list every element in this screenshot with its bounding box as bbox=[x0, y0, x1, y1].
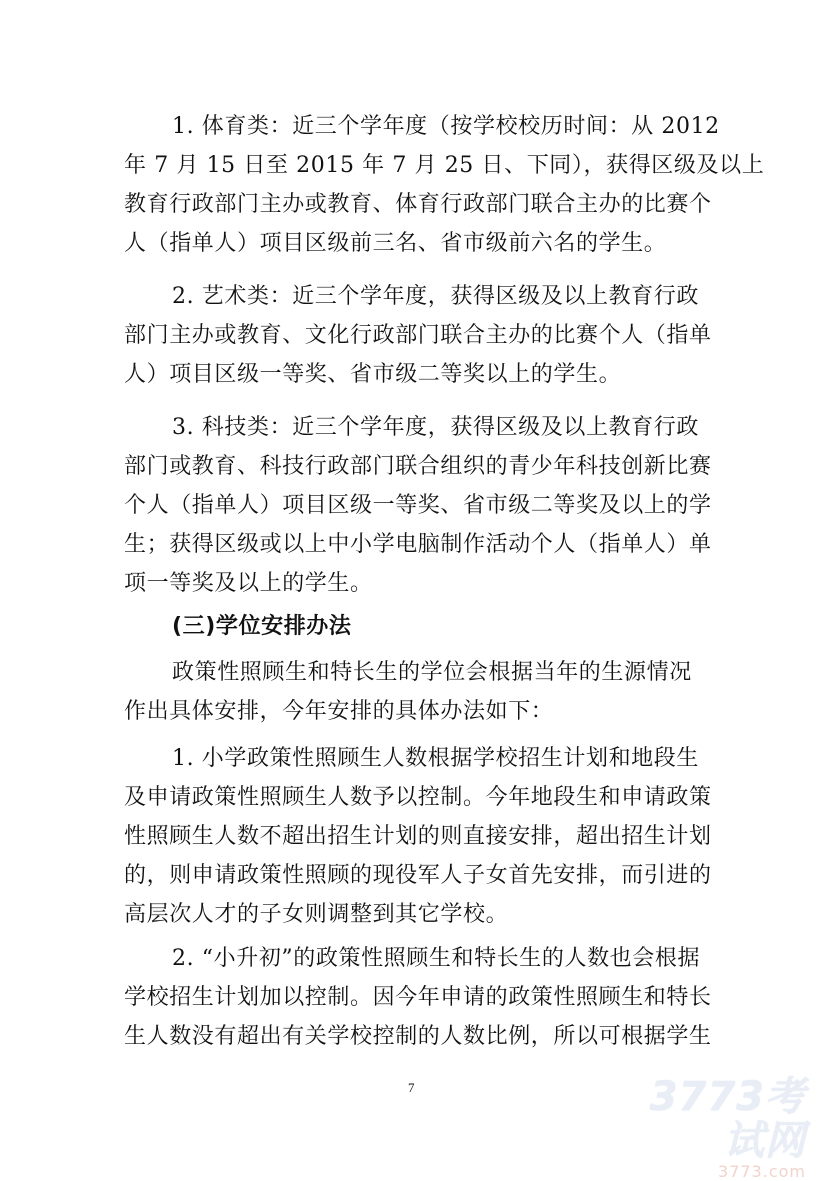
paragraph-line: 2. “小升初”的政策性照顾生和特长生的人数也会根据 bbox=[172, 946, 701, 971]
paragraph-line: 1. 小学政策性照顾生人数根据学校招生计划和地段生 bbox=[172, 746, 699, 771]
paragraph-line: 的，则申请政策性照顾的现役军人子女首先安排，而引进的 bbox=[124, 863, 712, 888]
paragraph-line: 部门主办或教育、文化行政部门联合主办的比赛个人（指单 bbox=[124, 323, 712, 348]
page-number: 7 bbox=[408, 1080, 415, 1095]
paragraph-line: 人（指单人）项目区级前三名、省市级前六名的学生。 bbox=[124, 231, 667, 256]
watermark-url: 3773.com bbox=[718, 1162, 806, 1181]
paragraph-line: 及申请政策性照顾生人数予以控制。今年地段生和申请政策 bbox=[124, 785, 712, 810]
paragraph-line: 个人（指单人）项目区级一等奖、省市级二等奖及以上的学 bbox=[124, 493, 712, 518]
paragraph-line: 人）项目区级一等奖、省市级二等奖以上的学生。 bbox=[124, 362, 622, 387]
paragraph-line: 生；获得区级或以上中小学电脑制作活动个人（指单人）单 bbox=[124, 532, 712, 557]
paragraph-line: 3. 科技类：近三个学年度，获得区级及以上教育行政 bbox=[172, 415, 699, 440]
paragraph-line: 部门或教育、科技行政部门联合组织的青少年科技创新比赛 bbox=[124, 454, 712, 479]
paragraph-line: 项一等奖及以上的学生。 bbox=[124, 571, 373, 596]
paragraph-line: 生人数没有超出有关学校控制的人数比例，所以可根据学生 bbox=[124, 1024, 712, 1049]
paragraph-line: 2. 艺术类：近三个学年度，获得区级及以上教育行政 bbox=[172, 284, 699, 309]
paragraph-line: 1. 体育类：近三个学年度（按学校校历时间：从 2012 bbox=[172, 114, 720, 139]
site-watermark bbox=[636, 1074, 806, 1181]
paragraph-line: 性照顾生人数不超出招生计划的则直接安排，超出招生计划 bbox=[124, 824, 712, 849]
paragraph-line: 学校招生计划加以控制。因今年申请的政策性照顾生和特长 bbox=[124, 985, 712, 1010]
paragraph-line: 高层次人才的子女则调整到其它学校。 bbox=[124, 902, 509, 927]
paragraph-line: 作出具体安排，今年安排的具体办法如下： bbox=[124, 699, 554, 724]
paragraph-line: 年 7 月 15 日至 2015 年 7 月 25 日、下同），获得区级及以上 bbox=[124, 153, 765, 178]
watermark-logo-text: 3773考试网 bbox=[649, 1074, 806, 1164]
section-heading: (三)学位安排办法 bbox=[172, 614, 352, 639]
paragraph-line: 教育行政部门主办或教育、体育行政部门联合主办的比赛个 bbox=[124, 192, 712, 217]
paragraph-line: 政策性照顾生和特长生的学位会根据当年的生源情况 bbox=[172, 660, 692, 685]
